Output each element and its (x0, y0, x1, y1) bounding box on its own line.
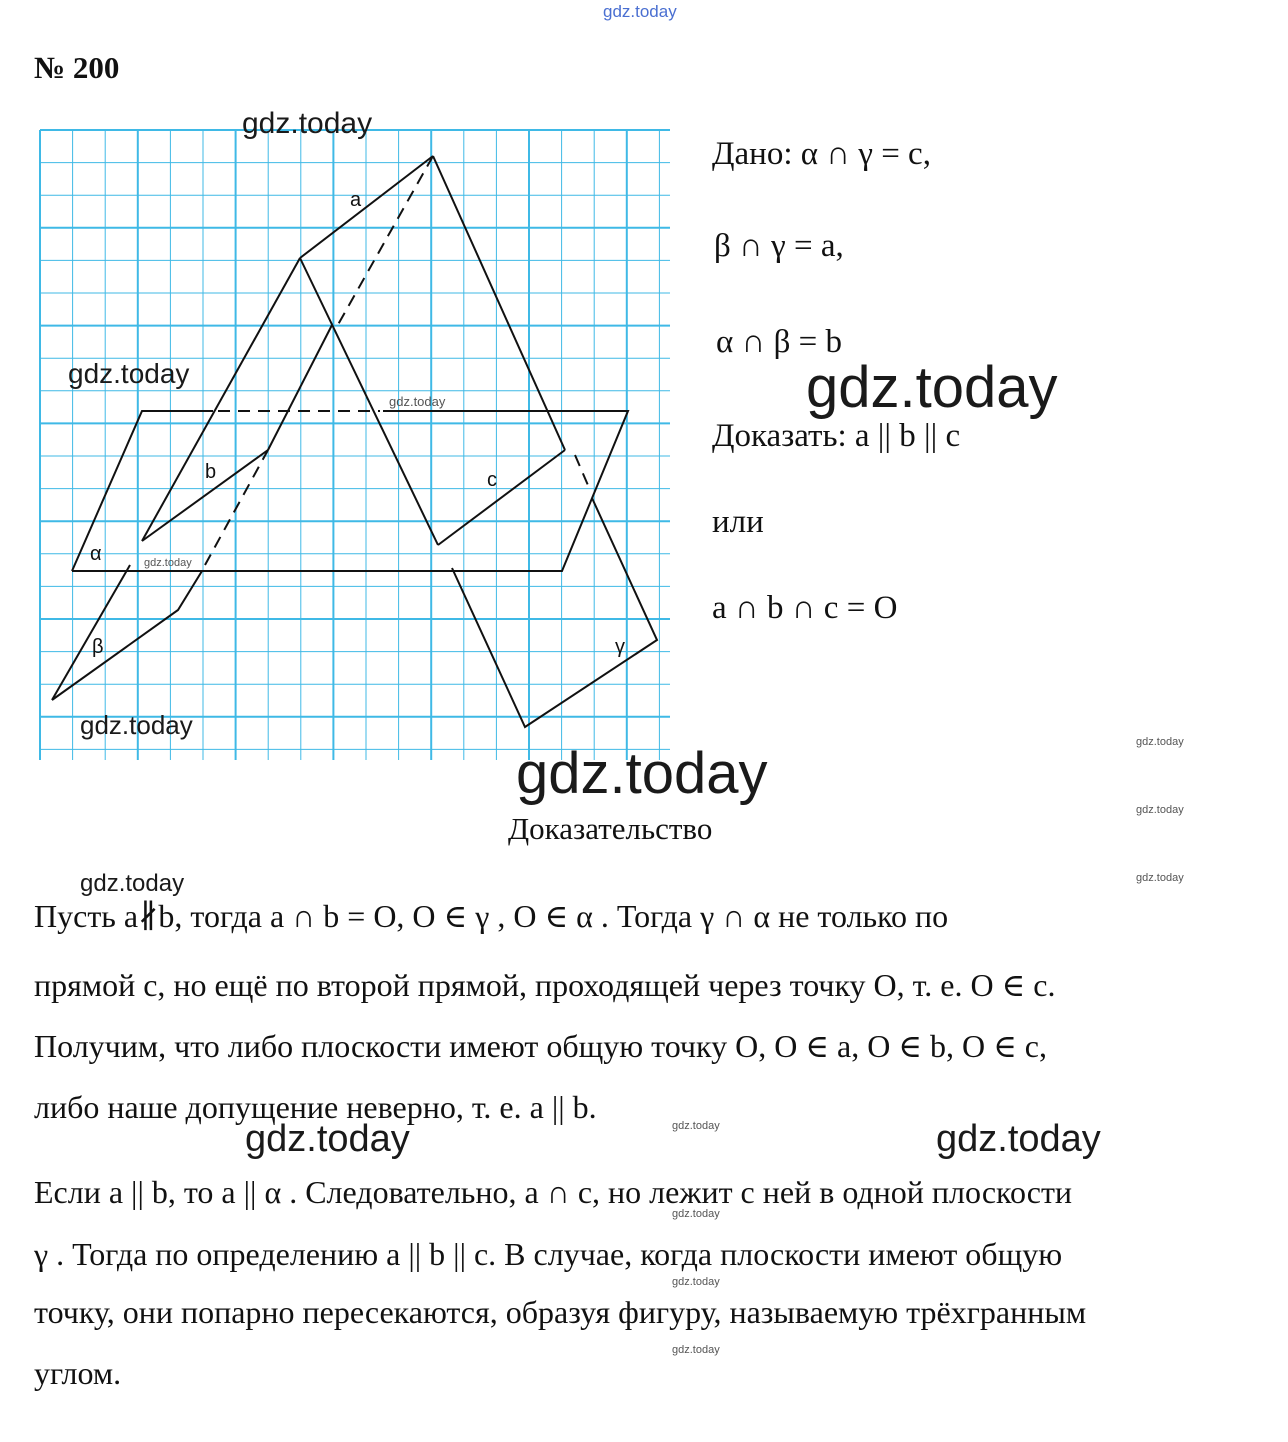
label-alpha: α (90, 543, 102, 565)
label-beta: β (92, 636, 104, 658)
label-c: c (487, 469, 497, 491)
label-b: b (205, 461, 217, 483)
watermark-top: gdz.today (603, 2, 677, 21)
alt-line: a ∩ b ∩ c = O (712, 590, 898, 626)
plane-beta-edge-left (52, 565, 130, 700)
watermark-big-right: gdz.today (806, 355, 1058, 420)
figure-grid (40, 130, 680, 770)
proof-title: Доказательство (508, 811, 713, 846)
plane-gamma-edge-right-top (433, 156, 565, 450)
or-line: или (712, 504, 764, 540)
given-line-2: β ∩ γ = a, (714, 228, 844, 264)
watermark-tiny-2: gdz.today (672, 1208, 720, 1220)
watermark-figure-top: gdz.today (242, 107, 373, 140)
proof-line-8: углом. (34, 1355, 122, 1391)
line-c (438, 450, 565, 545)
watermark-tiny-3: gdz.today (672, 1276, 720, 1288)
plane-beta-inner-edge (268, 325, 332, 450)
watermark-big-center: gdz.today (516, 741, 768, 806)
label-a: a (350, 189, 362, 211)
watermark-mid-left: gdz.today (245, 1118, 410, 1160)
watermark-figure-center: gdz.today (389, 394, 446, 409)
watermark-tiny-4: gdz.today (672, 1344, 720, 1356)
watermark-figure-alpha: gdz.today (144, 557, 192, 569)
plane-alpha-edge-lower (72, 411, 628, 571)
prove-line: Доказать: a || b || c (712, 418, 961, 454)
label-gamma: γ (615, 636, 625, 658)
figure-lines (52, 156, 657, 727)
watermark-figure-left: gdz.today (68, 358, 190, 389)
plane-beta-front-edge (142, 258, 300, 541)
proof-line-2: прямой c, но ещё по второй прямой, проходящей через точку O, т. е. O ∈ c. (34, 967, 1056, 1003)
watermark-side-1: gdz.today (1136, 736, 1184, 748)
given-line-1: Дано: α ∩ γ = c, (712, 136, 931, 172)
proof-line-4: либо наше допущение неверно, т. е. a || b. (34, 1089, 597, 1125)
problem-number: № 200 (34, 50, 120, 85)
geometry-figure (30, 120, 680, 770)
proof-line-5: Если a || b, то a || α . Следовательно, a ∩ c, но лежит с ней в одной плоскости (34, 1174, 1073, 1210)
watermark-mid-right: gdz.today (936, 1118, 1101, 1160)
watermark-tiny-1: gdz.today (672, 1120, 720, 1132)
plane-gamma-hidden-edge (575, 455, 590, 490)
proof-line-3: Получим, что либо плоскости имеют общую точку O, O ∈ a, O ∈ b, O ∈ c, (34, 1028, 1047, 1064)
watermark-side-3: gdz.today (1136, 872, 1184, 884)
proof-line-7: точку, они попарно пересекаются, образуя фигуру, называемую трёхгранным (34, 1294, 1087, 1330)
given-line-3: α ∩ β = b (716, 324, 843, 360)
plane-beta-edge-bottom (52, 571, 202, 700)
watermark-figure-bottom: gdz.today (80, 710, 193, 740)
watermark-proof-left: gdz.today (80, 870, 185, 897)
watermark-side-2: gdz.today (1136, 804, 1184, 816)
hidden-line-apex (335, 156, 433, 330)
proof-line-1: Пусть a∦b, тогда a ∩ b = O, O ∈ γ , O ∈ α . Тогда γ ∩ α не только по (34, 898, 949, 934)
proof-line-6: γ . Тогда по определению a || b || c. В случае, когда плоскости имеют общую (34, 1236, 1063, 1272)
